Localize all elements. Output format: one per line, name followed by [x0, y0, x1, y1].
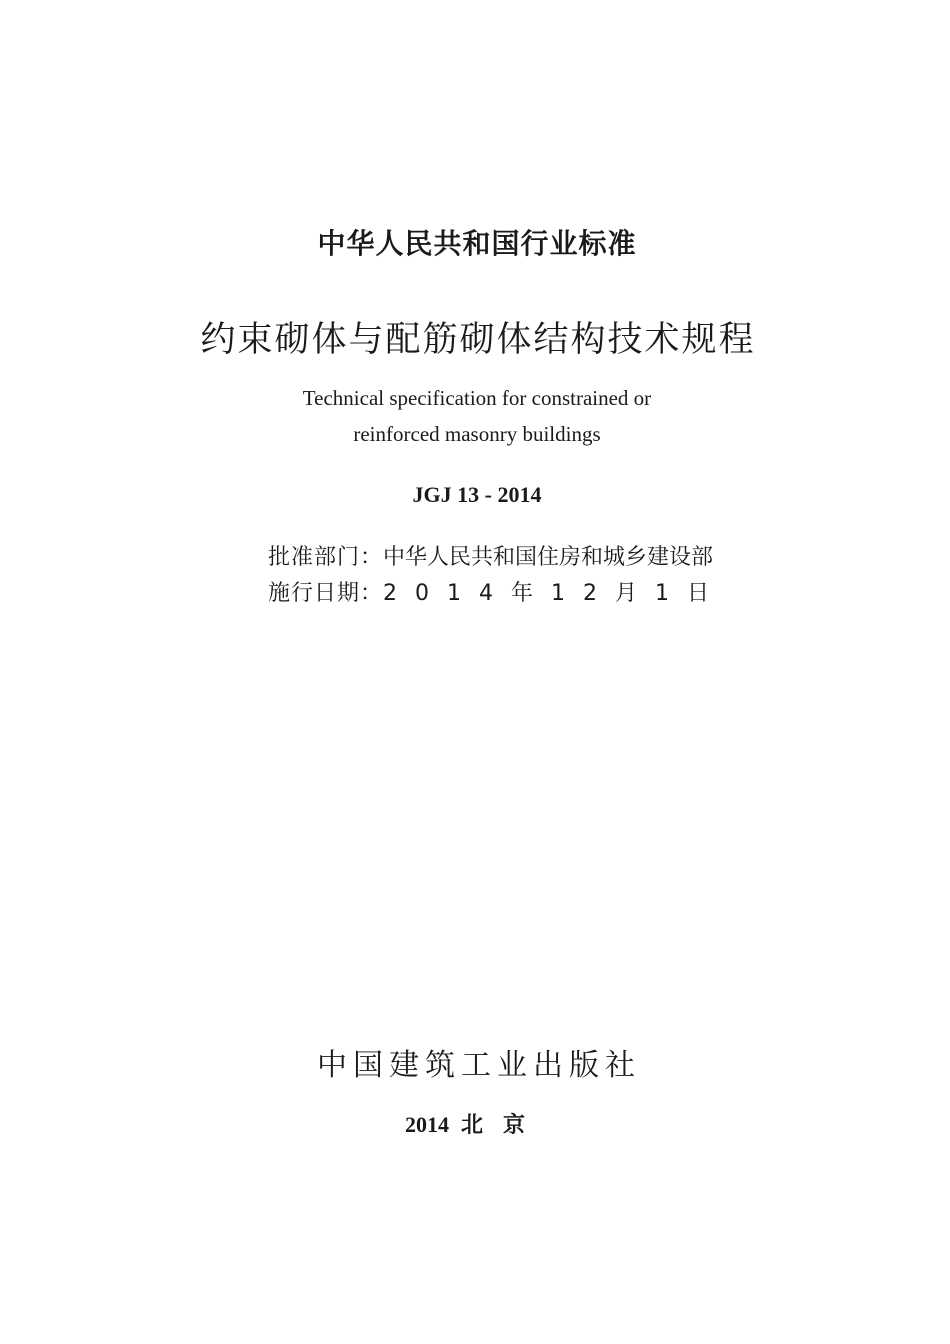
document-title-english-line-1: Technical specification for constrained or: [302, 386, 652, 410]
approval-department-value: 中华人民共和国住房和城乡建设部: [383, 545, 714, 570]
publisher-name: 中国建筑工业出版社: [317, 1048, 641, 1083]
publication-year: 2014: [404, 1112, 449, 1137]
publication-city: 北京: [460, 1113, 545, 1138]
approval-department-label: 批准部门：: [268, 545, 384, 570]
document-title-chinese: 约束砌体与配筋砌体结构技术规程: [200, 320, 756, 360]
effective-date-value: 2014年12月1日: [383, 581, 727, 606]
approval-department-row: [268, 540, 713, 571]
effective-date-label: 施行日期：: [268, 581, 384, 606]
publication-year-and-city: [0, 1108, 950, 1139]
document-title-english-line-2: reinforced masonry buildings: [353, 422, 601, 446]
standard-code: JGJ 13 - 2014: [412, 482, 542, 507]
industry-standard-heading: 中华人民共和国行业标准: [317, 227, 637, 260]
effective-date-row: [268, 576, 727, 607]
